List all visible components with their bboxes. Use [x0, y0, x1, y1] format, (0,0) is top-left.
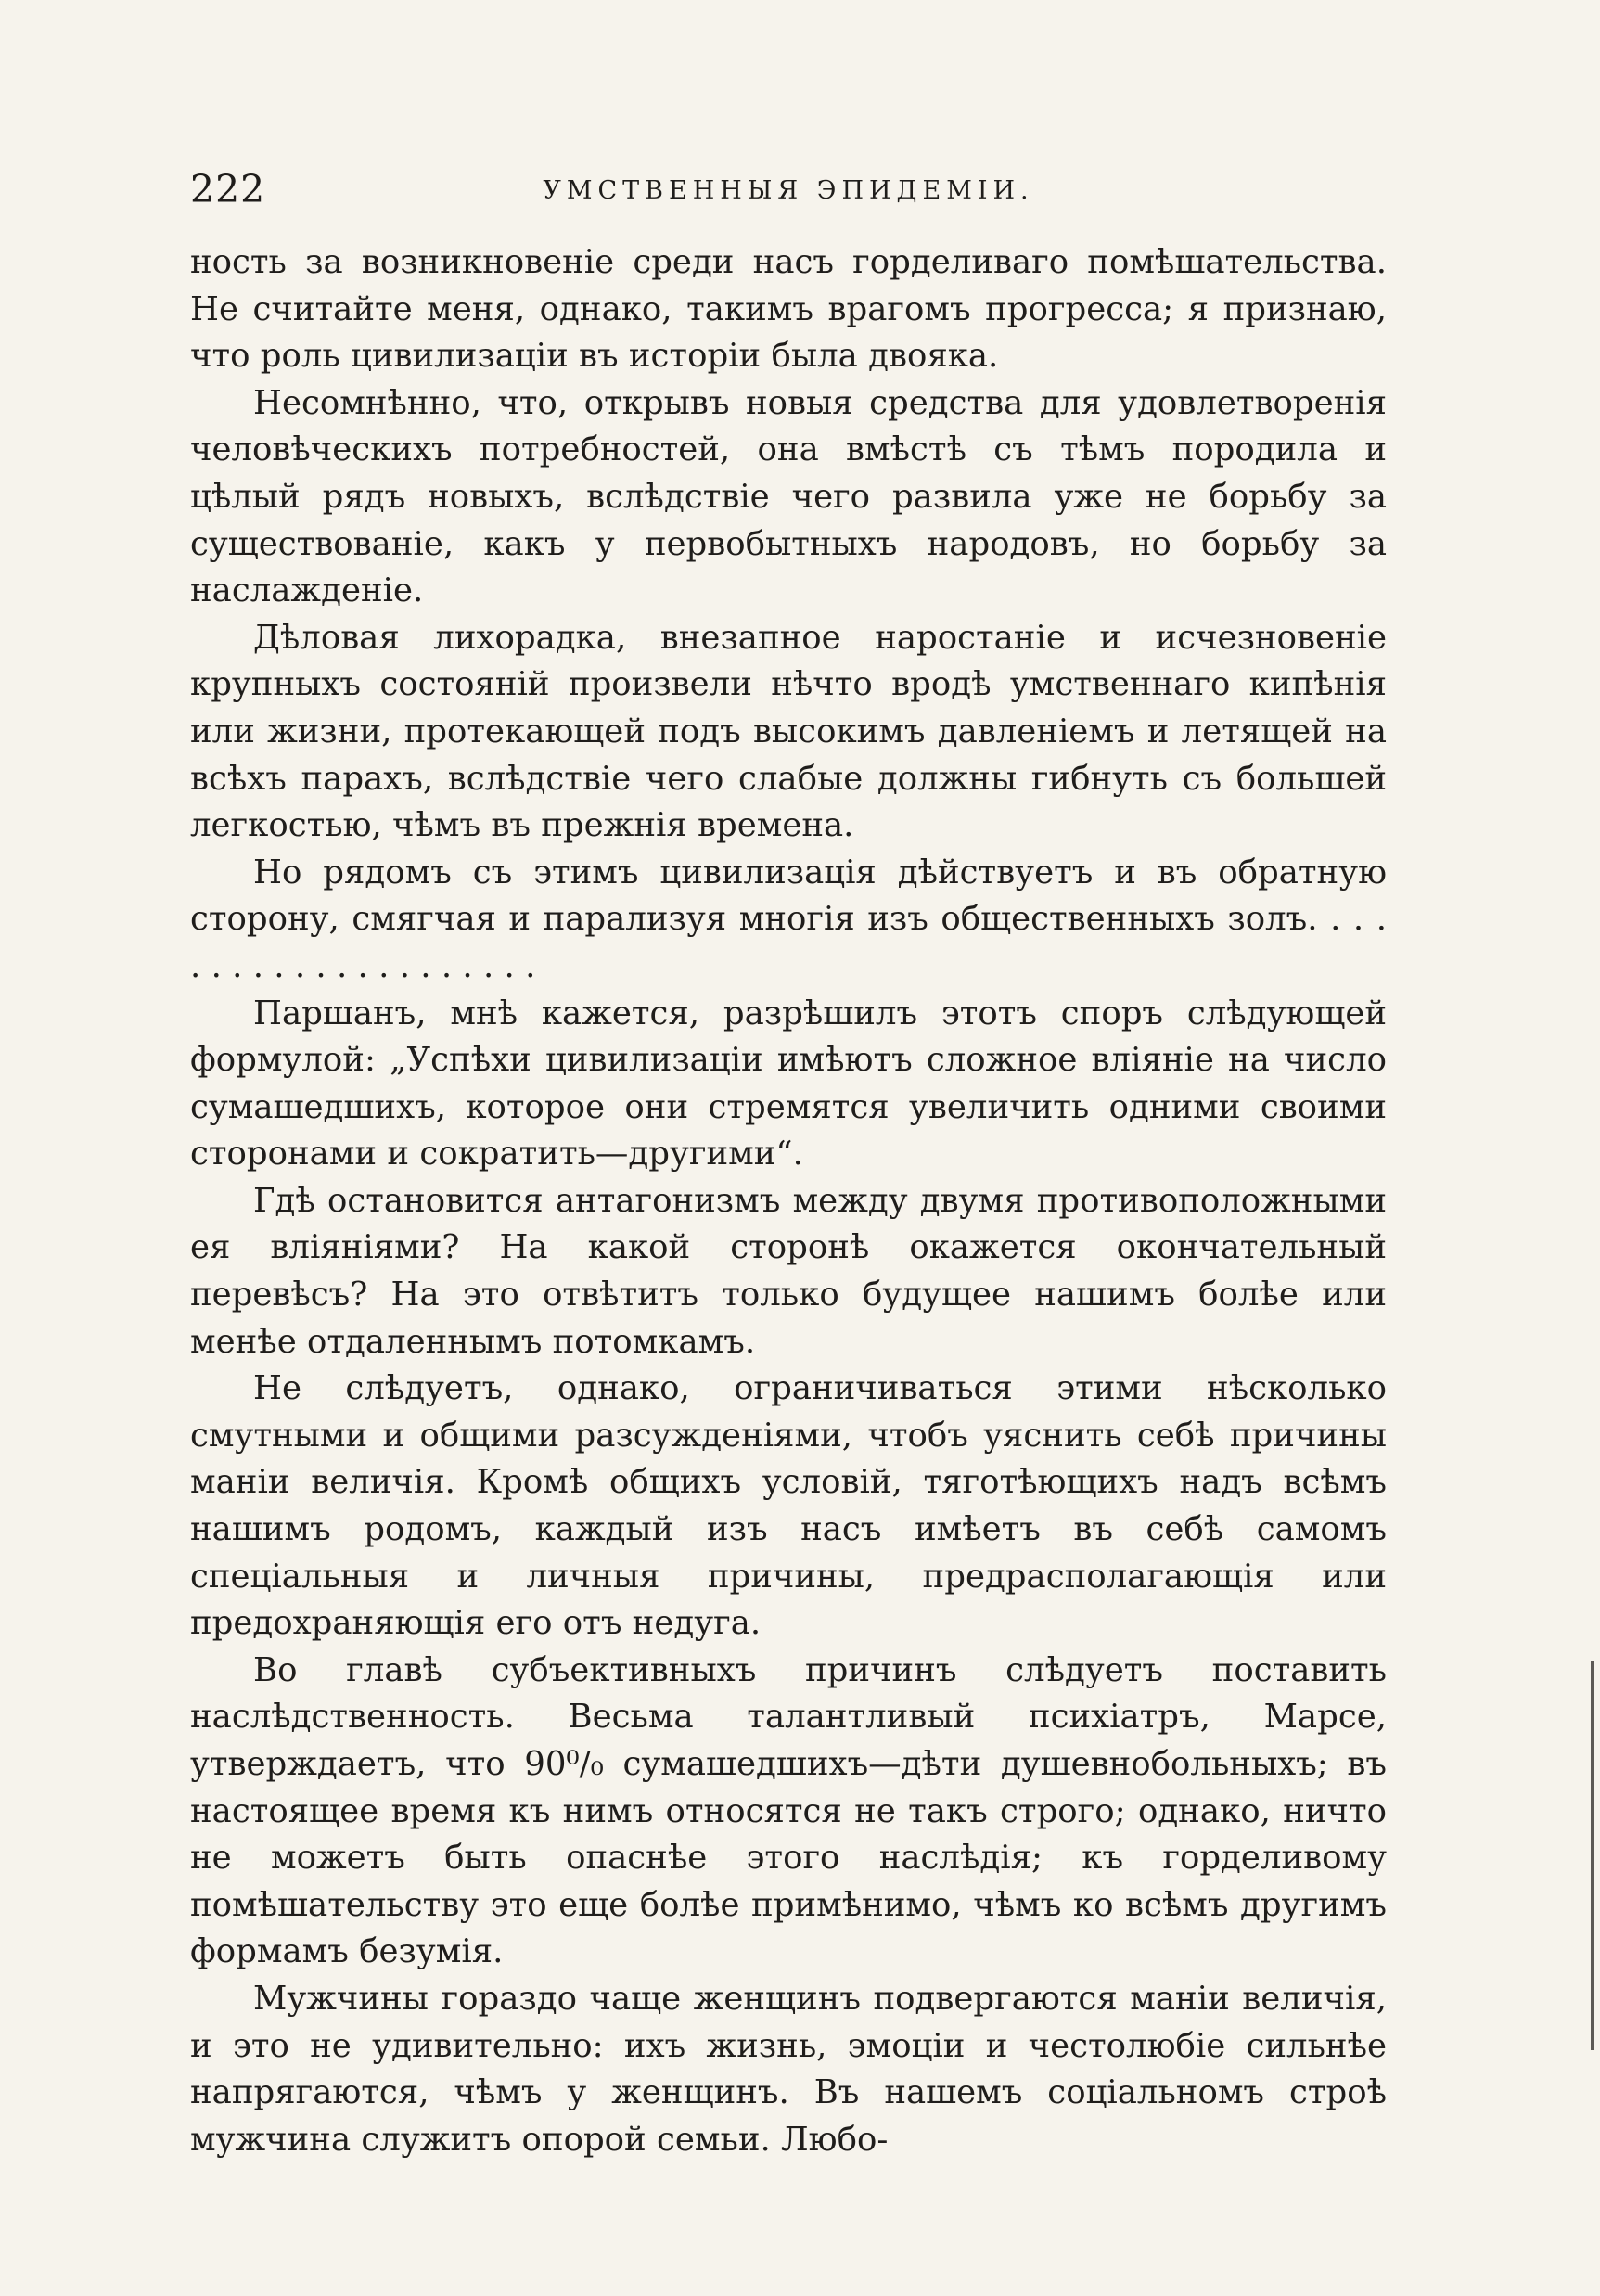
- running-title: УМСТВЕННЫЯ ЭПИДЕМІИ.: [543, 176, 1034, 205]
- page-edge-mark: [1591, 1661, 1594, 2050]
- paragraph: Во главѣ субъективныхъ причинъ слѣдуетъ поставить наслѣдственность. Весьма талантливый психіатръ, Марсе, утверждаетъ, что 90⁰/₀ сумашедшихъ—дѣти душевнобольныхъ; въ настоящее время къ нимъ относятся не такъ строго; однако, ничто не можетъ быть опаснѣе этого наслѣдія; къ горделивому помѣшательству это еще болѣе примѣнимо, чѣмъ ко всѣмъ другимъ формамъ безумія.: [190, 1650, 1387, 1971]
- paragraph: Мужчины гораздо чаще женщинъ подвергаются маніи величія, и это не удивительно: ихъ жизнь, эмоціи и честолюбіе сильнѣе напрягаются, чѣмъ у женщинъ. Въ нашемъ соціальномъ строѣ мужчина служитъ опорой семьи. Любо-: [190, 1979, 1387, 2159]
- paragraph: Несомнѣнно, что, открывъ новыя средства для удовлетворенія человѣческихъ потребностей, она вмѣстѣ съ тѣмъ породила и цѣлый рядъ новыхъ, вслѣдствіе чего развила уже не борьбу за существованіе, какъ у первобытныхъ народовъ, но борьбу за наслажденіе.: [190, 383, 1387, 610]
- running-head: [190, 158, 1387, 223]
- page-number: 222: [190, 167, 266, 212]
- paragraph: Гдѣ остановится антагонизмъ между двумя противоположными ея вліяніями? На какой сторонѣ окажется окончательный перевѣсъ? На это отвѣтитъ только будущее нашимъ болѣе или менѣе отдаленнымъ потомкамъ.: [190, 1181, 1387, 1361]
- paragraph-continuation: ность за возникновеніе среди насъ горделиваго помѣшательства. Не считайте меня, однако, такимъ врагомъ прогресса; я признаю, что роль цивилизаціи въ исторіи была двояка.: [190, 243, 1387, 376]
- book-page: [190, 158, 1387, 2217]
- paragraph: Но рядомъ съ этимъ цивилизація дѣйствуетъ и въ обратную сторону, смягчая и парализуя многія изъ общественныхъ золъ. . . . . . . . . . . . . . . . . . . . .: [190, 853, 1387, 985]
- paragraph: Не слѣдуетъ, однако, ограничиваться этими нѣсколько смутными и общими разсужденіями, чтобъ уяснить себѣ причины маніи величія. Кромѣ общихъ условій, тяготѣющихъ надъ всѣмъ нашимъ родомъ, каждый изъ насъ имѣетъ въ себѣ самомъ спеціальныя и личныя причины, предрасполагающія или предохраняющія его отъ недуга.: [190, 1369, 1387, 1643]
- paragraph: Паршанъ, мнѣ кажется, разрѣшилъ этотъ споръ слѣдующей формулой: „Успѣхи цивилизаціи имѣютъ сложное вліяніе на число сумашедшихъ, которое они стремятся увеличить одними своими сторонами и сократить—другими“.: [190, 994, 1387, 1174]
- paragraph: Дѣловая лихорадка, внезапное наростаніе и исчезновеніе крупныхъ состояній произвели нѣчто вродѣ умственнаго кипѣнія или жизни, протекающей подъ высокимъ давленіемъ и летящей на всѣхъ парахъ, вслѣдствіе чего слабые должны гибнуть съ большей легкостью, чѣмъ въ прежнія времена.: [190, 618, 1387, 845]
- body-text: [190, 239, 1387, 2163]
